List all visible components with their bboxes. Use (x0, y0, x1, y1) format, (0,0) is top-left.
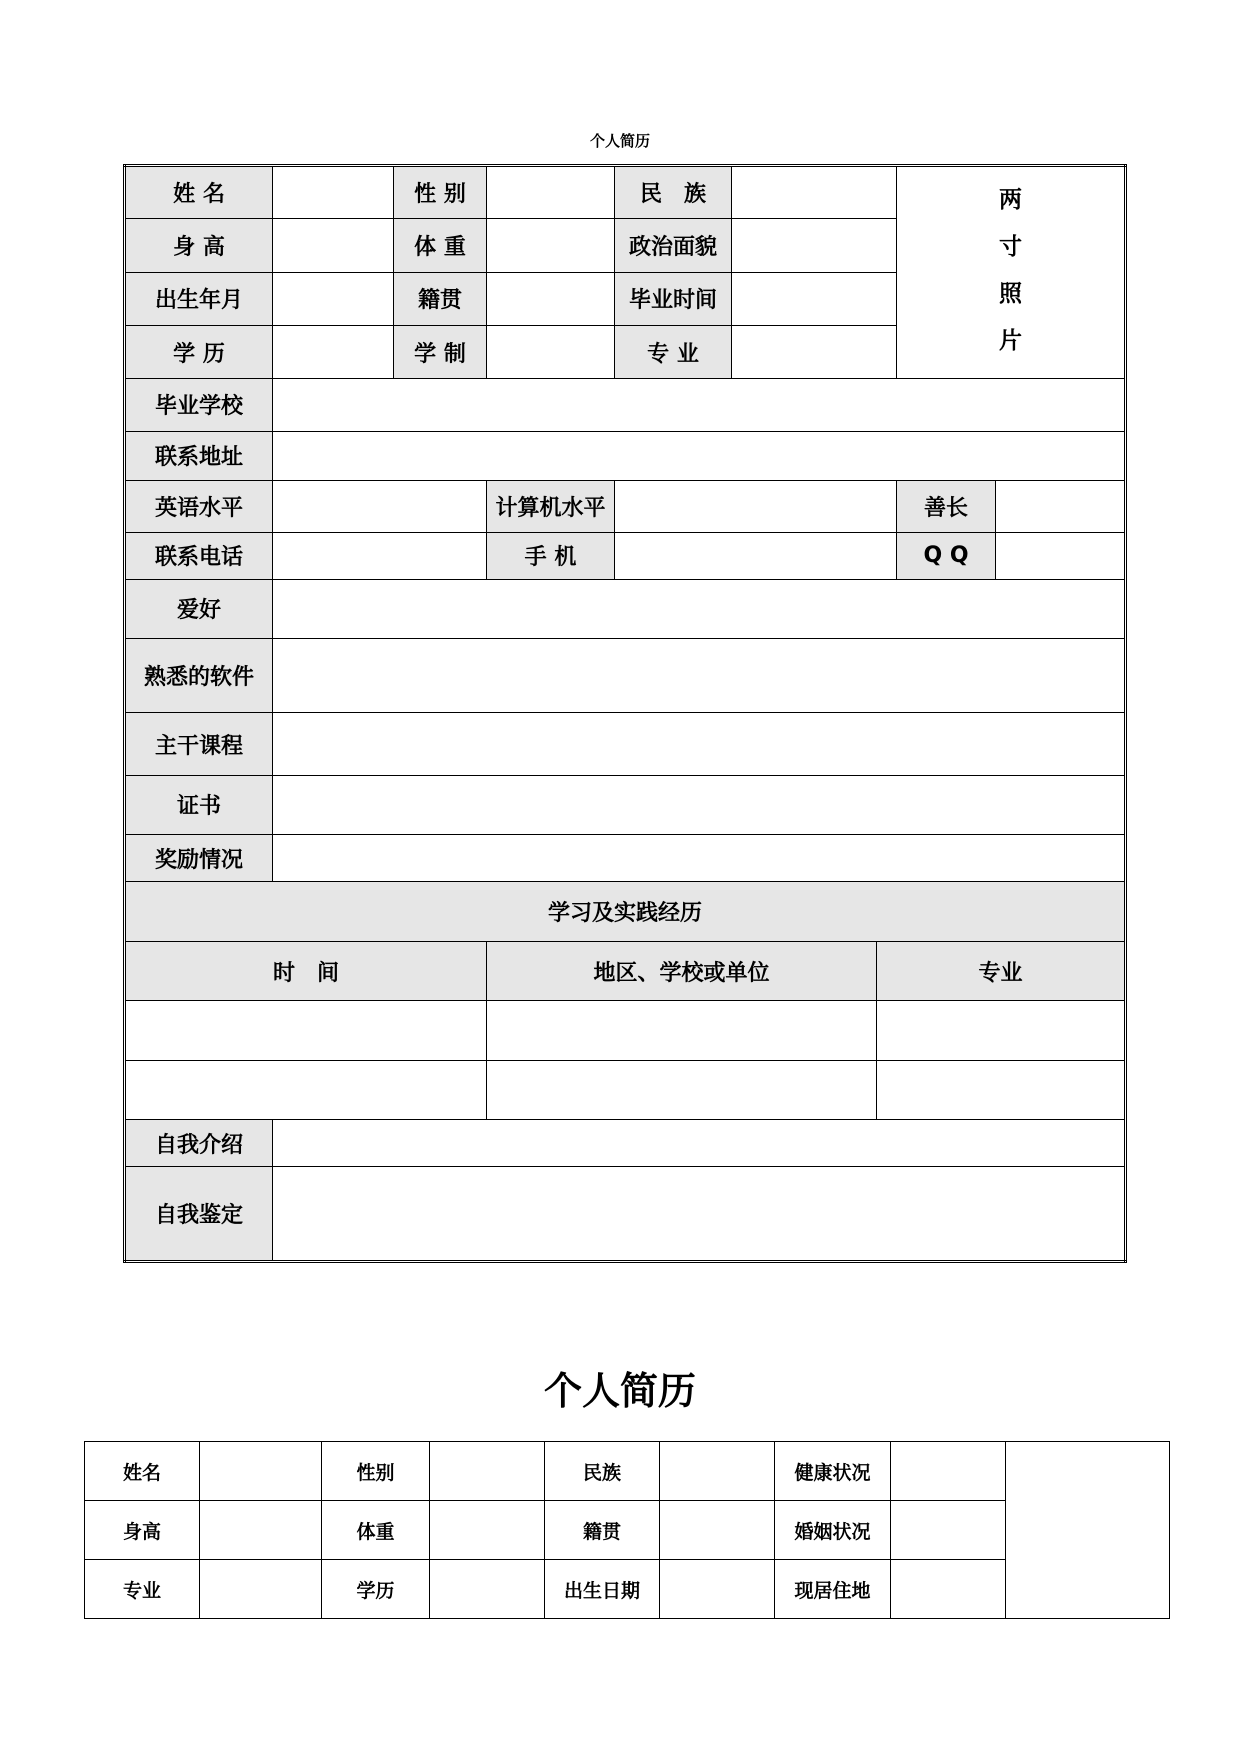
marital-status-label: 婚姻状况 (775, 1501, 891, 1560)
experience-major-label: 专业 (877, 941, 1126, 1000)
photo-char-1: 两 (999, 187, 1023, 213)
native-place-field[interactable] (487, 272, 615, 325)
software-field[interactable] (273, 638, 1126, 712)
resume-form-table-2 (84, 1441, 1170, 1619)
photo-char-4: 片 (999, 328, 1023, 354)
mobile-field[interactable] (615, 533, 897, 579)
certificate-label: 证书 (125, 775, 273, 834)
political-status-field[interactable] (732, 219, 897, 272)
photo-box-2[interactable] (1006, 1442, 1170, 1619)
residence-label: 现居住地 (775, 1560, 891, 1619)
experience-time-field[interactable] (125, 1001, 487, 1060)
phone-label: 联系电话 (125, 533, 273, 579)
gender-field[interactable] (487, 166, 615, 219)
mobile-label: 手 机 (487, 533, 615, 579)
experience-time-field[interactable] (125, 1060, 487, 1119)
height-label-2: 身高 (85, 1501, 200, 1560)
graduation-time-label: 毕业时间 (615, 272, 732, 325)
gender-field-2[interactable] (430, 1442, 545, 1501)
resume-title-small: 个人简历 (589, 132, 650, 150)
experience-place-field[interactable] (487, 1060, 877, 1119)
school-field[interactable] (273, 379, 1126, 431)
height-label: 身 高 (125, 219, 273, 272)
education-label: 学 历 (125, 325, 273, 378)
courses-label: 主干课程 (125, 713, 273, 775)
name-label: 姓 名 (125, 166, 273, 219)
gender-label: 性 别 (394, 166, 487, 219)
residence-field[interactable] (891, 1560, 1006, 1619)
birth-label: 出生年月 (125, 272, 273, 325)
major-label: 专 业 (615, 325, 732, 378)
self-evaluation-field[interactable] (273, 1167, 1126, 1262)
hobby-field[interactable] (273, 579, 1126, 638)
english-level-label: 英语水平 (125, 480, 273, 532)
gender-label-2: 性别 (322, 1442, 430, 1501)
native-place-field-2[interactable] (660, 1501, 775, 1560)
education-label-2: 学历 (322, 1560, 430, 1619)
major-field[interactable] (732, 325, 897, 378)
political-status-label: 政治面貌 (615, 219, 732, 272)
height-field[interactable] (273, 219, 394, 272)
award-field[interactable] (273, 835, 1126, 882)
weight-field-2[interactable] (430, 1501, 545, 1560)
self-evaluation-label: 自我鉴定 (125, 1167, 273, 1262)
self-intro-field[interactable] (273, 1119, 1126, 1166)
birth-date-field[interactable] (660, 1560, 775, 1619)
name-label-2: 姓名 (85, 1442, 200, 1501)
graduation-time-field[interactable] (732, 272, 897, 325)
address-field[interactable] (273, 431, 1126, 480)
school-label: 毕业学校 (125, 379, 273, 431)
health-field[interactable] (891, 1442, 1006, 1501)
birth-date-label: 出生日期 (545, 1560, 660, 1619)
award-label: 奖励情况 (125, 835, 273, 882)
ethnicity-field-2[interactable] (660, 1442, 775, 1501)
schooling-years-field[interactable] (487, 325, 615, 378)
hobby-label: 爱好 (125, 579, 273, 638)
certificate-field[interactable] (273, 775, 1126, 834)
ethnicity-label-2: 民族 (545, 1442, 660, 1501)
schooling-years-label: 学 制 (394, 325, 487, 378)
ethnicity-label: 民 族 (615, 166, 732, 219)
native-place-label: 籍贯 (394, 272, 487, 325)
computer-level-label: 计算机水平 (487, 480, 615, 532)
qq-label: Q Q (897, 533, 996, 579)
qq-field[interactable] (996, 533, 1126, 579)
phone-field[interactable] (273, 533, 487, 579)
experience-major-field[interactable] (877, 1060, 1126, 1119)
education-field[interactable] (273, 325, 394, 378)
major-label-2: 专业 (85, 1560, 200, 1619)
english-level-field[interactable] (273, 480, 487, 532)
major-field-2[interactable] (200, 1560, 322, 1619)
skill-label: 善长 (897, 480, 996, 532)
birth-field[interactable] (273, 272, 394, 325)
ethnicity-field[interactable] (732, 166, 897, 219)
resume-form-table (123, 164, 1127, 1263)
name-field-2[interactable] (200, 1442, 322, 1501)
name-field[interactable] (273, 166, 394, 219)
experience-place-field[interactable] (487, 1001, 877, 1060)
health-label: 健康状况 (775, 1442, 891, 1501)
photo-char-2: 寸 (999, 234, 1023, 260)
computer-level-field[interactable] (615, 480, 897, 532)
marital-status-field[interactable] (891, 1501, 1006, 1560)
experience-place-label: 地区、学校或单位 (487, 941, 877, 1000)
self-intro-label: 自我介绍 (125, 1119, 273, 1166)
photo-char-3: 照 (999, 281, 1023, 307)
weight-label-2: 体重 (322, 1501, 430, 1560)
education-field-2[interactable] (430, 1560, 545, 1619)
resume-title-large: 个人简历 (543, 1369, 696, 1413)
weight-label: 体 重 (394, 219, 487, 272)
native-place-label-2: 籍贯 (545, 1501, 660, 1560)
weight-field[interactable] (487, 219, 615, 272)
experience-major-field[interactable] (877, 1001, 1126, 1060)
address-label: 联系地址 (125, 431, 273, 480)
height-field-2[interactable] (200, 1501, 322, 1560)
experience-time-label: 时 间 (125, 941, 487, 1000)
software-label: 熟悉的软件 (125, 638, 273, 712)
skill-field[interactable] (996, 480, 1126, 532)
photo-box[interactable] (897, 166, 1126, 379)
courses-field[interactable] (273, 713, 1126, 775)
experience-header: 学习及实践经历 (125, 882, 1126, 941)
